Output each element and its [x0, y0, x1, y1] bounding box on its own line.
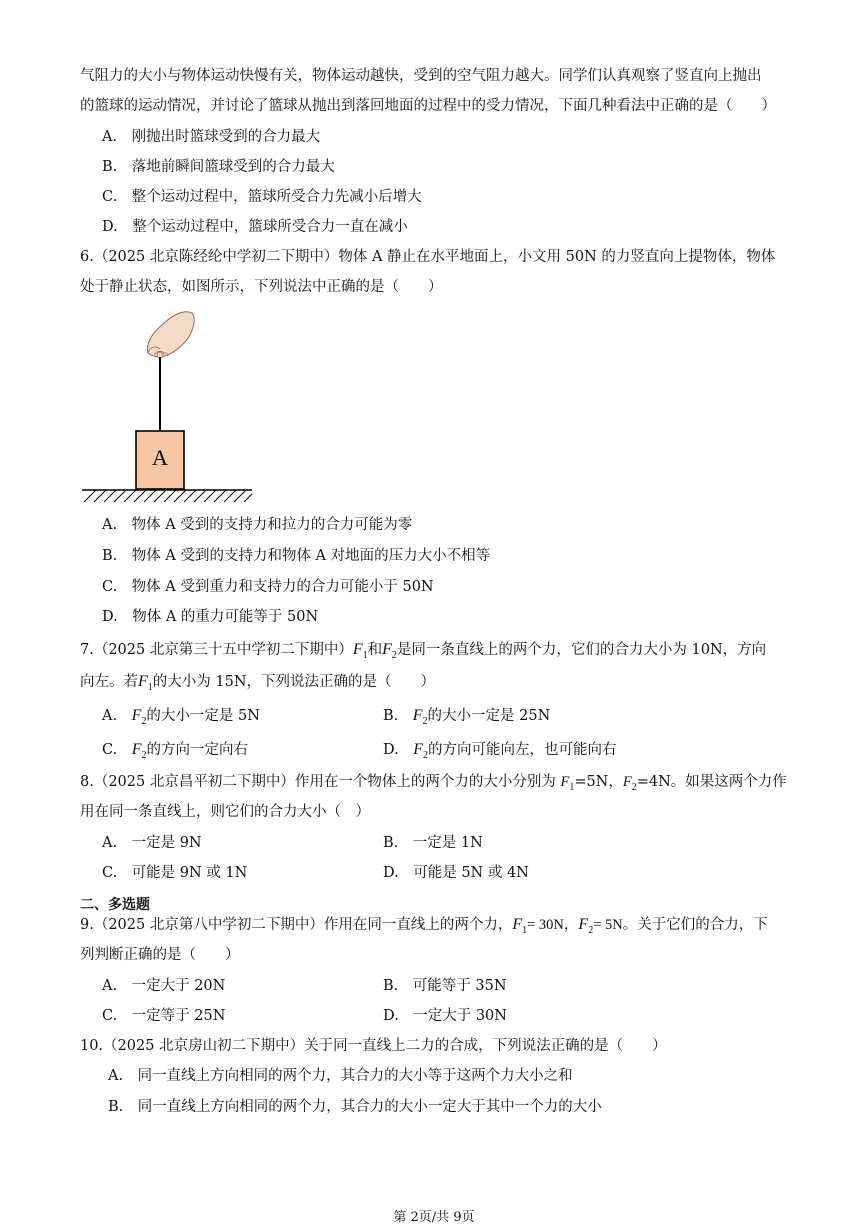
f2-symbol: $F_2$ [131, 741, 147, 762]
q6-option-b: B. 物体 A 受到的支持力和物体 A 对地面的压力大小不相等 [102, 548, 491, 564]
page-number: 第 2页/共 9页 [393, 1210, 475, 1225]
q10-stem: 10.（2025 北京房山初二下期中）关于同一直线上二力的合成，下列说法正确的是（ ） [80, 1038, 667, 1054]
f2-symbol: $F_2$ [413, 741, 428, 762]
q7-option-d: D. $F_2$的方向可能向左，也可能向右 [383, 741, 617, 762]
q8-stem-line2: 用在同一条直线上，则它们的合力大小（ ） [80, 804, 370, 820]
q7-stem-line1: 7.（2025 北京第三十五中学初二下期中）$F_1$和$F_2$是同一条直线上的两个力，它们的合力大小为 10N，方向 [80, 641, 767, 662]
q5-stem-line1: 气阻力的大小与物体运动快慢有关，物体运动越快，受到的空气阻力越大。同学们认真观察了竖直向上抛出 [80, 68, 762, 84]
q6-option-a: A. 物体 A 受到的支持力和拉力的合力可能为零 [102, 517, 413, 533]
hand-icon [148, 312, 195, 358]
q9-stem-line1: 9.（2025 北京第八中学初二下期中）作用在同一直线上的两个力，$F_1= 30N$，$F_2= 5N$。关于它们的合力，下 [80, 916, 768, 937]
q10-option-b: B. 同一直线上方向相同的两个力，其合力的大小一定大于其中一个力的大小 [108, 1099, 602, 1115]
q6-stem-line2: 处于静止状态，如图所示，下列说法中正确的是（ ） [80, 279, 443, 295]
section-heading: 二、多选题 [80, 897, 150, 913]
q6-figure [80, 305, 260, 510]
f2-symbol: $F_2$ [622, 774, 637, 793]
q8-option-c: C. 可能是 9N 或 1N [102, 865, 248, 881]
q8-option-d: D. 可能是 5N 或 4N [383, 865, 529, 881]
q7-stem-line2: 向左。若$F_1$的大小为 15N，下列说法正确的是（ ） [80, 673, 436, 694]
f2-symbol: $F_2$ [382, 641, 397, 662]
q7-option-a: A. $F_2$的大小一定是 5N [102, 707, 260, 728]
f2-symbol: $F_2$ [131, 707, 147, 728]
f1-symbol: $F_1$ [560, 774, 575, 793]
q6-option-c: C. 物体 A 受到重力和支持力的合力可能小于 50N [102, 579, 434, 595]
q7-source: 7.（2025 北京第三十五中学初二下期中） [80, 642, 353, 658]
q9-option-b: B. 可能等于 35N [383, 978, 507, 994]
q9-option-c: C. 一定等于 25N [102, 1008, 226, 1024]
f2-symbol: $F_2$ [412, 707, 428, 728]
q5-stem-line2: 的篮球的运动情况，并讨论了篮球从抛出到落回地面的过程中的受力情况，下面几种看法中正确的是（ ） [80, 98, 776, 114]
q6-option-d: D. 物体 A 的重力可能等于 50N [102, 609, 319, 625]
q5-option-b: B. 落地前瞬间篮球受到的合力最大 [102, 159, 335, 175]
ground-hatching [84, 490, 252, 502]
q9-option-d: D. 一定大于 30N [383, 1008, 507, 1024]
q8-stem-line1: 8.（2025 北京昌平初二下期中）作用在一个物体上的两个力的大小分别为 $F_1=5N$，$F_2=4N$。如果这两个力作 [80, 774, 787, 793]
q10-option-a: A. 同一直线上方向相同的两个力，其合力的大小等于这两个力大小之和 [108, 1068, 573, 1084]
f1-symbol: $F_1$ [352, 641, 368, 662]
q8-option-a: A. 一定是 9N [102, 835, 202, 851]
q9-stem-line2: 列判断正确的是（ ） [80, 947, 240, 963]
f1-symbol: $F_1$ [512, 916, 528, 937]
block-a-label: A [152, 445, 168, 470]
q8-option-b: B. 一定是 1N [383, 835, 483, 851]
f2-symbol: $F_2$ [578, 916, 594, 937]
q7-option-c: C. $F_2$的方向一定向右 [102, 741, 248, 762]
q7-option-b: B. $F_2$的大小一定是 25N [383, 707, 551, 728]
q5-option-a: A. 刚抛出时篮球受到的合力最大 [102, 129, 321, 145]
q9-option-a: A. 一定大于 20N [102, 978, 226, 994]
f1-symbol: $F_1$ [138, 673, 153, 694]
q6-stem-line1: 6.（2025 北京陈经纶中学初二下期中）物体 A 静止在水平地面上，小文用 50N 的力竖直向上提物体，物体 [80, 249, 776, 265]
q5-option-c: C. 整个运动过程中，篮球所受合力先减小后增大 [102, 189, 422, 205]
q5-option-d: D. 整个运动过程中，篮球所受合力一直在减小 [102, 219, 408, 235]
